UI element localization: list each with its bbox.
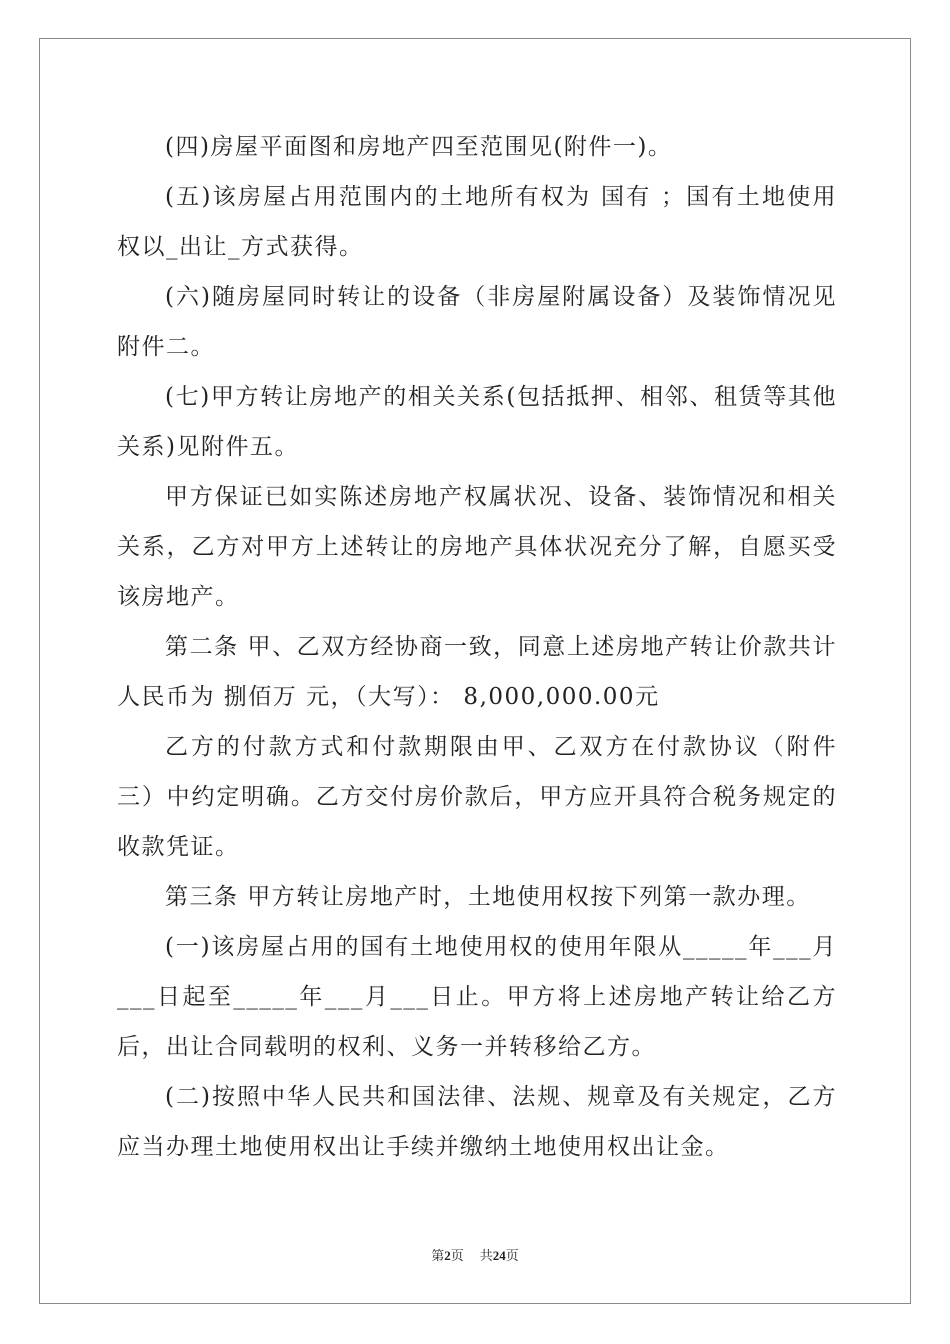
paragraph: 乙方的付款方式和付款期限由甲、乙双方在付款协议（附件三）中约定明确。乙方交付房价款后，甲方应开具符合税务规定的收款凭证。 <box>117 734 837 860</box>
paragraph: 第二条 甲、乙双方经协商一致，同意上述房地产转让价款共计人民币为 捌佰万 元，（大写）： 8,000,000.00元 <box>117 634 837 710</box>
paragraph: (五)该房屋占用范围内的土地所有权为 国有 ；国有土地使用权以_出让_方式获得。 <box>117 184 837 260</box>
total-suffix: 页 <box>505 1248 519 1263</box>
page-number-footer <box>0 1245 950 1264</box>
paragraph: (四)房屋平面图和房地产四至范围见(附件一)。 <box>165 134 673 160</box>
page-prefix: 第 <box>431 1248 445 1263</box>
total-page-count: 24 <box>492 1248 506 1263</box>
document-body <box>117 122 837 1172</box>
paragraph: 甲方保证已如实陈述房地产权属状况、设备、装饰情况和相关关系，乙方对甲方上述转让的房地产具体状况充分了解，自愿买受该房地产。 <box>117 484 837 610</box>
paragraph: (六)随房屋同时转让的设备（非房屋附属设备）及装饰情况见附件二。 <box>117 284 837 360</box>
current-page-number: 2 <box>444 1248 451 1263</box>
page-suffix: 页 <box>450 1248 464 1263</box>
paragraph: (二)按照中华人民共和国法律、法规、规章及有关规定，乙方应当办理土地使用权出让手续并缴纳土地使用权出让金。 <box>117 1084 837 1160</box>
paragraph: (一)该房屋占用的国有土地使用权的使用年限从_____年___月___日起至_____年___月___日止。甲方将上述房地产转让给乙方后，出让合同载明的权利、义务一并转移给乙方。 <box>117 934 837 1060</box>
paragraph: (七)甲方转让房地产的相关关系(包括抵押、相邻、租赁等其他关系)见附件五。 <box>117 384 837 460</box>
paragraph: 第三条 甲方转让房地产时，土地使用权按下列第一款办理。 <box>165 884 811 910</box>
total-prefix: 共 <box>479 1248 493 1263</box>
